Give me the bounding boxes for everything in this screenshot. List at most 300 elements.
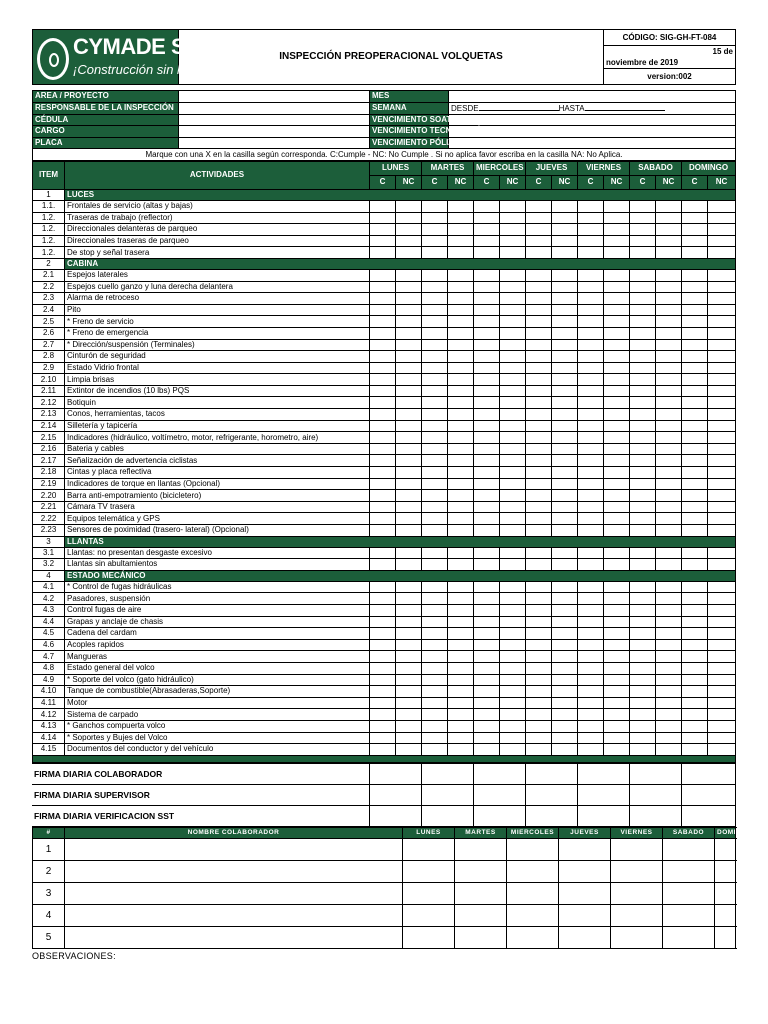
check-cell[interactable] xyxy=(578,651,604,663)
check-cell[interactable] xyxy=(552,616,578,628)
check-cell[interactable] xyxy=(656,443,682,455)
check-cell[interactable] xyxy=(708,686,736,698)
check-cell[interactable] xyxy=(630,224,656,236)
check-cell[interactable] xyxy=(656,501,682,513)
check-cell[interactable] xyxy=(448,467,474,479)
check-cell[interactable] xyxy=(526,247,552,259)
check-cell[interactable] xyxy=(526,559,552,571)
check-cell[interactable] xyxy=(448,616,474,628)
check-cell[interactable] xyxy=(604,720,630,732)
check-cell[interactable] xyxy=(630,316,656,328)
check-cell[interactable] xyxy=(604,385,630,397)
check-cell[interactable] xyxy=(474,351,500,363)
check-cell[interactable] xyxy=(526,293,552,305)
check-cell[interactable] xyxy=(422,316,448,328)
check-cell[interactable] xyxy=(526,351,552,363)
check-cell[interactable] xyxy=(630,651,656,663)
collab-day-cell[interactable] xyxy=(715,839,736,861)
check-cell[interactable] xyxy=(370,281,396,293)
check-cell[interactable] xyxy=(422,662,448,674)
check-cell[interactable] xyxy=(448,385,474,397)
check-cell[interactable] xyxy=(396,547,422,559)
check-cell[interactable] xyxy=(630,293,656,305)
check-cell[interactable] xyxy=(422,269,448,281)
check-cell[interactable] xyxy=(708,385,736,397)
check-cell[interactable] xyxy=(552,490,578,502)
check-cell[interactable] xyxy=(422,593,448,605)
check-cell[interactable] xyxy=(500,281,526,293)
signature-cell[interactable] xyxy=(473,784,525,805)
check-cell[interactable] xyxy=(552,339,578,351)
check-cell[interactable] xyxy=(500,455,526,467)
check-cell[interactable] xyxy=(656,362,682,374)
check-cell[interactable] xyxy=(500,432,526,444)
check-cell[interactable] xyxy=(578,247,604,259)
check-cell[interactable] xyxy=(578,339,604,351)
check-cell[interactable] xyxy=(526,697,552,709)
check-cell[interactable] xyxy=(500,351,526,363)
check-cell[interactable] xyxy=(682,304,708,316)
check-cell[interactable] xyxy=(370,559,396,571)
collab-day-cell[interactable] xyxy=(715,883,736,905)
check-cell[interactable] xyxy=(396,686,422,698)
check-cell[interactable] xyxy=(500,420,526,432)
check-cell[interactable] xyxy=(708,200,736,212)
check-cell[interactable] xyxy=(396,593,422,605)
collab-day-cell[interactable] xyxy=(559,927,611,949)
check-cell[interactable] xyxy=(448,525,474,537)
check-cell[interactable] xyxy=(422,490,448,502)
check-cell[interactable] xyxy=(630,269,656,281)
signature-cell[interactable] xyxy=(421,763,473,784)
check-cell[interactable] xyxy=(604,212,630,224)
check-cell[interactable] xyxy=(604,732,630,744)
check-cell[interactable] xyxy=(474,304,500,316)
check-cell[interactable] xyxy=(656,235,682,247)
check-cell[interactable] xyxy=(370,744,396,756)
signature-cell[interactable] xyxy=(525,784,577,805)
check-cell[interactable] xyxy=(682,432,708,444)
check-cell[interactable] xyxy=(604,224,630,236)
check-cell[interactable] xyxy=(656,304,682,316)
check-cell[interactable] xyxy=(448,651,474,663)
check-cell[interactable] xyxy=(552,744,578,756)
check-cell[interactable] xyxy=(552,525,578,537)
check-cell[interactable] xyxy=(656,662,682,674)
check-cell[interactable] xyxy=(552,304,578,316)
check-cell[interactable] xyxy=(448,662,474,674)
check-cell[interactable] xyxy=(526,628,552,640)
check-cell[interactable] xyxy=(708,513,736,525)
signature-cell[interactable] xyxy=(421,784,473,805)
check-cell[interactable] xyxy=(656,697,682,709)
check-cell[interactable] xyxy=(474,525,500,537)
check-cell[interactable] xyxy=(448,559,474,571)
check-cell[interactable] xyxy=(656,455,682,467)
check-cell[interactable] xyxy=(396,651,422,663)
check-cell[interactable] xyxy=(474,247,500,259)
check-cell[interactable] xyxy=(526,490,552,502)
check-cell[interactable] xyxy=(708,697,736,709)
signature-cell[interactable] xyxy=(369,805,421,826)
collab-day-cell[interactable] xyxy=(403,861,455,883)
check-cell[interactable] xyxy=(682,581,708,593)
check-cell[interactable] xyxy=(370,420,396,432)
responsable-field[interactable] xyxy=(179,102,370,114)
check-cell[interactable] xyxy=(370,616,396,628)
check-cell[interactable] xyxy=(474,559,500,571)
check-cell[interactable] xyxy=(604,709,630,721)
check-cell[interactable] xyxy=(396,409,422,421)
check-cell[interactable] xyxy=(578,616,604,628)
collab-day-cell[interactable] xyxy=(663,905,715,927)
check-cell[interactable] xyxy=(474,293,500,305)
check-cell[interactable] xyxy=(526,304,552,316)
check-cell[interactable] xyxy=(526,525,552,537)
check-cell[interactable] xyxy=(474,651,500,663)
check-cell[interactable] xyxy=(630,525,656,537)
check-cell[interactable] xyxy=(656,224,682,236)
check-cell[interactable] xyxy=(422,397,448,409)
check-cell[interactable] xyxy=(474,581,500,593)
check-cell[interactable] xyxy=(578,709,604,721)
check-cell[interactable] xyxy=(370,581,396,593)
check-cell[interactable] xyxy=(448,455,474,467)
check-cell[interactable] xyxy=(604,513,630,525)
check-cell[interactable] xyxy=(552,467,578,479)
check-cell[interactable] xyxy=(370,547,396,559)
check-cell[interactable] xyxy=(708,490,736,502)
check-cell[interactable] xyxy=(630,362,656,374)
check-cell[interactable] xyxy=(396,269,422,281)
check-cell[interactable] xyxy=(500,651,526,663)
check-cell[interactable] xyxy=(578,235,604,247)
check-cell[interactable] xyxy=(500,224,526,236)
check-cell[interactable] xyxy=(552,224,578,236)
check-cell[interactable] xyxy=(526,674,552,686)
check-cell[interactable] xyxy=(656,281,682,293)
collab-day-cell[interactable] xyxy=(559,883,611,905)
check-cell[interactable] xyxy=(604,697,630,709)
check-cell[interactable] xyxy=(526,455,552,467)
check-cell[interactable] xyxy=(396,374,422,386)
check-cell[interactable] xyxy=(422,709,448,721)
check-cell[interactable] xyxy=(370,639,396,651)
check-cell[interactable] xyxy=(474,467,500,479)
check-cell[interactable] xyxy=(474,281,500,293)
check-cell[interactable] xyxy=(552,501,578,513)
signature-cell[interactable] xyxy=(421,805,473,826)
check-cell[interactable] xyxy=(552,432,578,444)
check-cell[interactable] xyxy=(500,269,526,281)
check-cell[interactable] xyxy=(474,639,500,651)
check-cell[interactable] xyxy=(552,200,578,212)
check-cell[interactable] xyxy=(422,281,448,293)
check-cell[interactable] xyxy=(396,478,422,490)
check-cell[interactable] xyxy=(552,269,578,281)
check-cell[interactable] xyxy=(448,490,474,502)
check-cell[interactable] xyxy=(604,281,630,293)
check-cell[interactable] xyxy=(578,304,604,316)
check-cell[interactable] xyxy=(708,293,736,305)
check-cell[interactable] xyxy=(630,720,656,732)
collab-day-cell[interactable] xyxy=(663,883,715,905)
check-cell[interactable] xyxy=(604,501,630,513)
check-cell[interactable] xyxy=(448,501,474,513)
check-cell[interactable] xyxy=(396,604,422,616)
check-cell[interactable] xyxy=(448,212,474,224)
check-cell[interactable] xyxy=(552,662,578,674)
check-cell[interactable] xyxy=(526,385,552,397)
check-cell[interactable] xyxy=(656,639,682,651)
check-cell[interactable] xyxy=(708,662,736,674)
check-cell[interactable] xyxy=(370,212,396,224)
check-cell[interactable] xyxy=(630,628,656,640)
check-cell[interactable] xyxy=(682,374,708,386)
check-cell[interactable] xyxy=(526,651,552,663)
check-cell[interactable] xyxy=(708,269,736,281)
check-cell[interactable] xyxy=(682,397,708,409)
check-cell[interactable] xyxy=(526,593,552,605)
check-cell[interactable] xyxy=(500,513,526,525)
check-cell[interactable] xyxy=(578,420,604,432)
check-cell[interactable] xyxy=(396,662,422,674)
check-cell[interactable] xyxy=(500,709,526,721)
check-cell[interactable] xyxy=(708,581,736,593)
check-cell[interactable] xyxy=(656,559,682,571)
signature-cell[interactable] xyxy=(473,763,525,784)
check-cell[interactable] xyxy=(526,604,552,616)
check-cell[interactable] xyxy=(474,513,500,525)
check-cell[interactable] xyxy=(396,432,422,444)
check-cell[interactable] xyxy=(526,662,552,674)
check-cell[interactable] xyxy=(526,639,552,651)
check-cell[interactable] xyxy=(604,374,630,386)
check-cell[interactable] xyxy=(370,513,396,525)
check-cell[interactable] xyxy=(500,235,526,247)
collab-name-field[interactable] xyxy=(65,861,403,883)
check-cell[interactable] xyxy=(552,697,578,709)
check-cell[interactable] xyxy=(370,662,396,674)
check-cell[interactable] xyxy=(656,674,682,686)
signature-cell[interactable] xyxy=(473,805,525,826)
check-cell[interactable] xyxy=(500,662,526,674)
check-cell[interactable] xyxy=(526,744,552,756)
check-cell[interactable] xyxy=(500,409,526,421)
signature-cell[interactable] xyxy=(525,805,577,826)
check-cell[interactable] xyxy=(708,247,736,259)
check-cell[interactable] xyxy=(526,409,552,421)
check-cell[interactable] xyxy=(578,547,604,559)
check-cell[interactable] xyxy=(682,674,708,686)
check-cell[interactable] xyxy=(578,581,604,593)
check-cell[interactable] xyxy=(552,409,578,421)
check-cell[interactable] xyxy=(422,628,448,640)
check-cell[interactable] xyxy=(422,651,448,663)
signature-cell[interactable] xyxy=(369,784,421,805)
check-cell[interactable] xyxy=(500,581,526,593)
check-cell[interactable] xyxy=(474,697,500,709)
check-cell[interactable] xyxy=(500,467,526,479)
check-cell[interactable] xyxy=(552,559,578,571)
check-cell[interactable] xyxy=(370,316,396,328)
check-cell[interactable] xyxy=(422,744,448,756)
check-cell[interactable] xyxy=(396,467,422,479)
poliza-field[interactable] xyxy=(449,137,736,149)
check-cell[interactable] xyxy=(708,616,736,628)
check-cell[interactable] xyxy=(708,316,736,328)
check-cell[interactable] xyxy=(526,374,552,386)
check-cell[interactable] xyxy=(630,490,656,502)
check-cell[interactable] xyxy=(708,651,736,663)
check-cell[interactable] xyxy=(422,362,448,374)
check-cell[interactable] xyxy=(630,513,656,525)
check-cell[interactable] xyxy=(370,269,396,281)
check-cell[interactable] xyxy=(474,455,500,467)
check-cell[interactable] xyxy=(448,362,474,374)
check-cell[interactable] xyxy=(500,686,526,698)
check-cell[interactable] xyxy=(422,501,448,513)
check-cell[interactable] xyxy=(604,304,630,316)
check-cell[interactable] xyxy=(656,327,682,339)
check-cell[interactable] xyxy=(396,224,422,236)
check-cell[interactable] xyxy=(630,732,656,744)
check-cell[interactable] xyxy=(552,327,578,339)
check-cell[interactable] xyxy=(422,559,448,571)
check-cell[interactable] xyxy=(604,662,630,674)
check-cell[interactable] xyxy=(682,235,708,247)
check-cell[interactable] xyxy=(474,674,500,686)
check-cell[interactable] xyxy=(422,247,448,259)
cargo-field[interactable] xyxy=(179,126,370,138)
check-cell[interactable] xyxy=(604,525,630,537)
check-cell[interactable] xyxy=(422,235,448,247)
check-cell[interactable] xyxy=(604,686,630,698)
check-cell[interactable] xyxy=(656,628,682,640)
check-cell[interactable] xyxy=(526,616,552,628)
collab-day-cell[interactable] xyxy=(559,839,611,861)
check-cell[interactable] xyxy=(630,351,656,363)
check-cell[interactable] xyxy=(578,467,604,479)
check-cell[interactable] xyxy=(448,235,474,247)
check-cell[interactable] xyxy=(630,709,656,721)
collab-day-cell[interactable] xyxy=(507,861,559,883)
check-cell[interactable] xyxy=(630,662,656,674)
check-cell[interactable] xyxy=(630,247,656,259)
check-cell[interactable] xyxy=(370,339,396,351)
check-cell[interactable] xyxy=(448,224,474,236)
check-cell[interactable] xyxy=(578,397,604,409)
check-cell[interactable] xyxy=(708,235,736,247)
check-cell[interactable] xyxy=(396,639,422,651)
check-cell[interactable] xyxy=(474,420,500,432)
check-cell[interactable] xyxy=(682,420,708,432)
collab-day-cell[interactable] xyxy=(611,905,663,927)
signature-cell[interactable] xyxy=(629,805,681,826)
check-cell[interactable] xyxy=(630,559,656,571)
check-cell[interactable] xyxy=(448,397,474,409)
check-cell[interactable] xyxy=(656,478,682,490)
check-cell[interactable] xyxy=(656,374,682,386)
check-cell[interactable] xyxy=(474,397,500,409)
check-cell[interactable] xyxy=(474,547,500,559)
collab-day-cell[interactable] xyxy=(507,839,559,861)
check-cell[interactable] xyxy=(500,362,526,374)
check-cell[interactable] xyxy=(474,224,500,236)
check-cell[interactable] xyxy=(682,293,708,305)
check-cell[interactable] xyxy=(578,732,604,744)
check-cell[interactable] xyxy=(448,200,474,212)
check-cell[interactable] xyxy=(578,720,604,732)
check-cell[interactable] xyxy=(552,397,578,409)
check-cell[interactable] xyxy=(604,581,630,593)
check-cell[interactable] xyxy=(682,651,708,663)
check-cell[interactable] xyxy=(708,628,736,640)
check-cell[interactable] xyxy=(396,293,422,305)
check-cell[interactable] xyxy=(474,744,500,756)
check-cell[interactable] xyxy=(656,247,682,259)
check-cell[interactable] xyxy=(448,513,474,525)
check-cell[interactable] xyxy=(448,304,474,316)
check-cell[interactable] xyxy=(396,247,422,259)
check-cell[interactable] xyxy=(578,212,604,224)
check-cell[interactable] xyxy=(422,467,448,479)
check-cell[interactable] xyxy=(682,709,708,721)
check-cell[interactable] xyxy=(578,501,604,513)
check-cell[interactable] xyxy=(630,467,656,479)
check-cell[interactable] xyxy=(500,247,526,259)
check-cell[interactable] xyxy=(422,432,448,444)
check-cell[interactable] xyxy=(552,443,578,455)
check-cell[interactable] xyxy=(526,432,552,444)
check-cell[interactable] xyxy=(578,409,604,421)
collab-day-cell[interactable] xyxy=(455,927,507,949)
check-cell[interactable] xyxy=(604,639,630,651)
check-cell[interactable] xyxy=(630,604,656,616)
check-cell[interactable] xyxy=(604,293,630,305)
check-cell[interactable] xyxy=(682,513,708,525)
check-cell[interactable] xyxy=(630,397,656,409)
check-cell[interactable] xyxy=(448,686,474,698)
check-cell[interactable] xyxy=(396,720,422,732)
check-cell[interactable] xyxy=(422,674,448,686)
check-cell[interactable] xyxy=(370,467,396,479)
check-cell[interactable] xyxy=(370,604,396,616)
check-cell[interactable] xyxy=(578,455,604,467)
check-cell[interactable] xyxy=(370,397,396,409)
check-cell[interactable] xyxy=(552,235,578,247)
check-cell[interactable] xyxy=(708,351,736,363)
check-cell[interactable] xyxy=(604,409,630,421)
check-cell[interactable] xyxy=(370,686,396,698)
check-cell[interactable] xyxy=(422,478,448,490)
check-cell[interactable] xyxy=(604,478,630,490)
check-cell[interactable] xyxy=(526,709,552,721)
check-cell[interactable] xyxy=(422,212,448,224)
check-cell[interactable] xyxy=(422,513,448,525)
semana-field[interactable] xyxy=(449,102,736,114)
check-cell[interactable] xyxy=(422,385,448,397)
check-cell[interactable] xyxy=(630,432,656,444)
check-cell[interactable] xyxy=(500,559,526,571)
check-cell[interactable] xyxy=(630,304,656,316)
check-cell[interactable] xyxy=(370,478,396,490)
check-cell[interactable] xyxy=(370,525,396,537)
check-cell[interactable] xyxy=(422,455,448,467)
check-cell[interactable] xyxy=(422,604,448,616)
placa-field[interactable] xyxy=(179,137,370,149)
check-cell[interactable] xyxy=(604,628,630,640)
